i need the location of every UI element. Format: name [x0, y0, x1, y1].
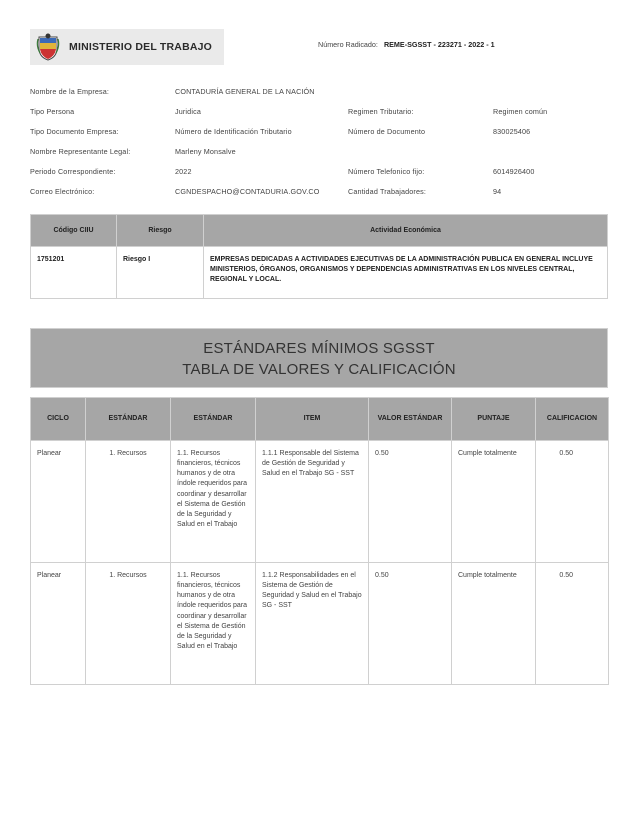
regimen-label: Regimen Tributario:: [348, 107, 414, 116]
periodo-label: Periodo Correspondiente:: [30, 167, 116, 176]
ministry-logo: [30, 29, 224, 65]
ciiu-actividad: EMPRESAS DEDICADAS A ACTIVIDADES EJECUTIVAS DE LA ADMINISTRACIÓN PUBLICA EN GENERAL INCLUYE MINISTERIOS, ÓRGANOS, ORGANISMOS Y DEPENDENCIAS ADMINISTRATIVAS EN LOS NIVELES CENTRAL, REGIONAL Y LOCAL.: [204, 247, 608, 299]
standards-header-row: [31, 398, 609, 441]
num-doc-value: 830025406: [493, 127, 531, 136]
cell-puntaje: Cumple totalmente: [452, 563, 536, 685]
trabajadores-value: 94: [493, 187, 502, 196]
cell-estandar: 1. Recursos: [86, 563, 171, 685]
cell-ciclo: Planear: [31, 441, 86, 563]
cell-calificacion: 0.50: [536, 563, 609, 685]
telefono-value: 6014926400: [493, 167, 535, 176]
section-banner: [30, 328, 608, 388]
cell-valor: 0.50: [369, 563, 452, 685]
regimen-value: Regimen común: [493, 107, 548, 116]
periodo-value: 2022: [175, 167, 192, 176]
ciiu-header-actividad: Actividad Económica: [204, 215, 608, 247]
radicado-value: REME-SGSST - 223271 - 2022 - 1: [383, 40, 495, 49]
ciiu-header-codigo: Código CIIU: [31, 215, 117, 247]
tipo-persona-label: Tipo Persona: [30, 107, 75, 116]
cell-estandar: 1. Recursos: [86, 441, 171, 563]
ciiu-table: [30, 214, 608, 299]
cell-estandar-detalle: 1.1. Recursos financieros, técnicos humanos y de otra índole requeridos para coordinar y desarrollar el Sistema de Gestión de la Seguridad y Salud en el Trabajo: [171, 563, 256, 685]
banner-subtitle: TABLA DE VALORES Y CALIFICACIÓN: [182, 361, 456, 378]
radicado-line: [318, 40, 495, 49]
table-row: [31, 247, 608, 299]
standards-table: [30, 397, 609, 685]
header-ciclo: CICLO: [31, 398, 86, 441]
cell-calificacion: 0.50: [536, 441, 609, 563]
ciiu-codigo: 1751201: [31, 247, 117, 299]
trabajadores-label: Cantidad Trabajadores:: [348, 187, 427, 196]
cell-item: 1.1.1 Responsable del Sistema de Gestión de Seguridad y Salud en el Trabajo SG - SST: [256, 441, 369, 563]
header-valor-estandar: VALOR ESTÁNDAR: [369, 398, 452, 441]
tipo-doc-value: Número de Identificación Tributario: [175, 127, 292, 136]
ciiu-header-row: [31, 215, 608, 247]
ciiu-header-riesgo: Riesgo: [117, 215, 204, 247]
table-row: [31, 441, 609, 563]
coat-of-arms-icon: [36, 33, 60, 61]
cell-estandar-detalle: 1.1. Recursos financieros, técnicos humanos y de otra índole requeridos para coordinar y desarrollar el Sistema de Gestión de la Seguridad y Salud en el Trabajo: [171, 441, 256, 563]
banner-title: ESTÁNDARES MÍNIMOS SGSST: [203, 340, 435, 357]
representante-label: Nombre Representante Legal:: [30, 147, 131, 156]
header-estandar-detalle: ESTÁNDAR: [171, 398, 256, 441]
tipo-doc-label: Tipo Documento Empresa:: [30, 127, 119, 136]
correo-value: CGNDESPACHO@CONTADURIA.GOV.CO: [175, 187, 320, 196]
table-row: [31, 563, 609, 685]
header-estandar: ESTÁNDAR: [86, 398, 171, 441]
tipo-persona-value: Juridica: [175, 107, 201, 116]
representante-value: Marleny Monsalve: [175, 147, 236, 156]
telefono-label: Número Telefonico fijo:: [348, 167, 425, 176]
cell-item: 1.1.2 Responsabilidades en el Sistema de Gestión de Seguridad y Salud en el Trabajo SG - SST: [256, 563, 369, 685]
ciiu-riesgo: Riesgo I: [117, 247, 204, 299]
empresa-label: Nombre de la Empresa:: [30, 87, 110, 96]
cell-valor: 0.50: [369, 441, 452, 563]
ministry-name: MINISTERIO DEL TRABAJO: [69, 41, 213, 53]
cell-ciclo: Planear: [31, 563, 86, 685]
header-puntaje: PUNTAJE: [452, 398, 536, 441]
header-calificacion: CALIFICACION: [536, 398, 609, 441]
cell-puntaje: Cumple totalmente: [452, 441, 536, 563]
correo-label: Correo Electrónico:: [30, 187, 95, 196]
num-doc-label: Número de Documento: [348, 127, 426, 136]
empresa-value: CONTADURÍA GENERAL DE LA NACIÓN: [175, 87, 315, 96]
header-item: ITEM: [256, 398, 369, 441]
radicado-label: Número Radicado:: [318, 40, 378, 49]
